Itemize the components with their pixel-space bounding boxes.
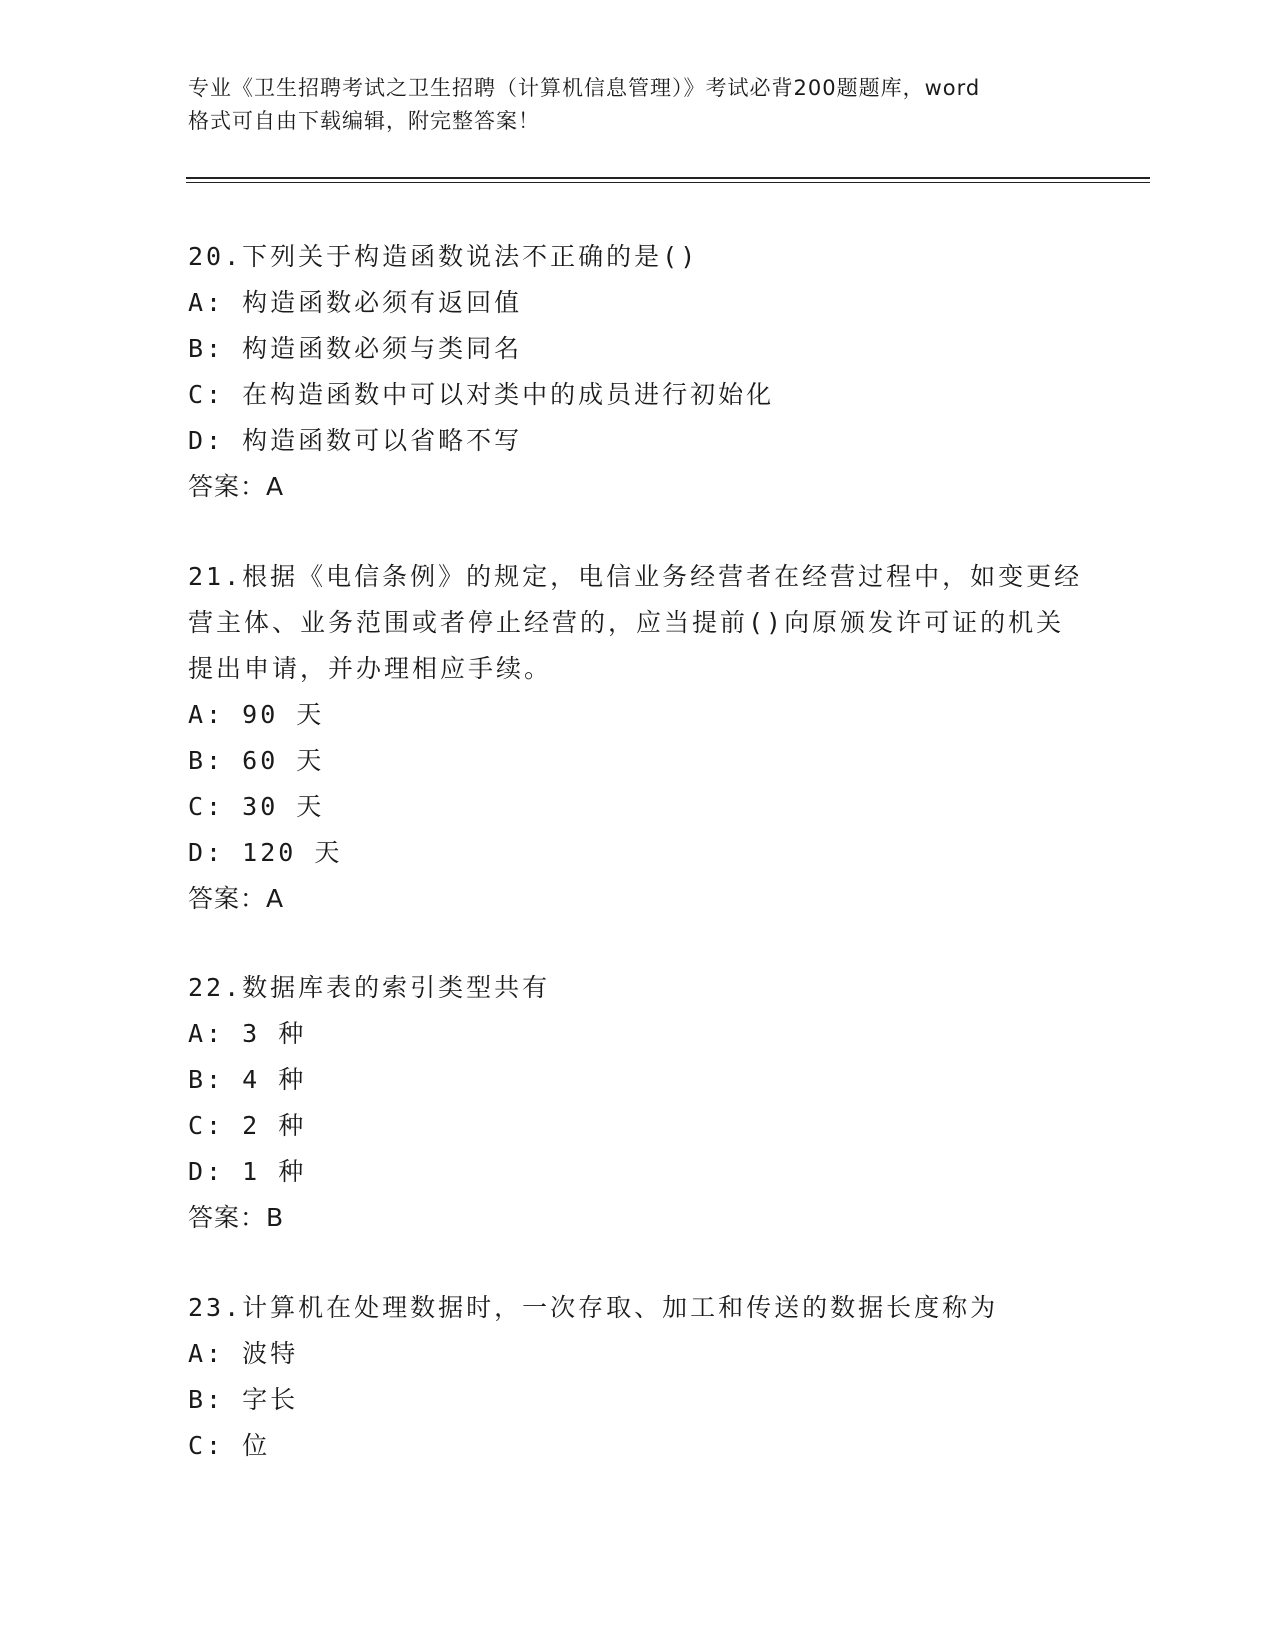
option-b: B: 构造函数必须与类同名 — [188, 334, 523, 363]
question-number: 20. — [188, 242, 243, 271]
question-text: 数据库表的索引类型共有 — [242, 973, 551, 1002]
header-line-1: 专业《卫生招聘考试之卫生招聘（计算机信息管理）》考试必背200题题库，word — [188, 76, 981, 100]
question-number: 23. — [188, 1293, 243, 1322]
question-22 — [188, 965, 1088, 1241]
question-number: 22. — [188, 973, 243, 1002]
question-23 — [188, 1285, 1088, 1469]
document-header — [188, 72, 1088, 138]
option-a: A: 波特 — [188, 1339, 299, 1368]
header-line-2: 格式可自由下载编辑，附完整答案！ — [188, 109, 540, 133]
option-d: D: 构造函数可以省略不写 — [188, 426, 523, 455]
option-d: D: 120 天 — [188, 838, 343, 867]
option-b: B: 4 种 — [188, 1065, 307, 1094]
question-stem — [188, 234, 1088, 280]
option-c: C: 2 种 — [188, 1111, 307, 1140]
option-a: A: 90 天 — [188, 700, 325, 729]
option-a: A: 3 种 — [188, 1019, 307, 1048]
question-text: 计算机在处理数据时，一次存取、加工和传送的数据长度称为 — [242, 1293, 999, 1322]
option-c: C: 在构造函数中可以对类中的成员进行初始化 — [188, 380, 775, 409]
option-b: B: 60 天 — [188, 746, 325, 775]
header-divider-thick — [186, 177, 1150, 179]
option-c: C: 位 — [188, 1431, 271, 1460]
question-stem — [188, 965, 1088, 1011]
header-divider-thin — [186, 182, 1150, 183]
question-number: 21. — [188, 562, 243, 591]
question-20 — [188, 234, 1088, 510]
question-text: 下列关于构造函数说法不正确的是() — [242, 242, 699, 271]
answer-line: 答案：A — [188, 884, 285, 913]
option-d: D: 1 种 — [188, 1157, 307, 1186]
answer-line: 答案：A — [188, 472, 285, 501]
option-a: A: 构造函数必须有返回值 — [188, 288, 523, 317]
option-b: B: 字长 — [188, 1385, 299, 1414]
question-stem — [188, 1285, 1088, 1331]
question-21 — [188, 554, 1088, 922]
question-stem — [188, 554, 1088, 692]
answer-line: 答案：B — [188, 1203, 285, 1232]
option-c: C: 30 天 — [188, 792, 325, 821]
question-text: 根据《电信条例》的规定，电信业务经营者在经营过程中，如变更经营主体、业务范围或者停止经营的，应当提前()向原颁发许可证的机关提出申请，并办理相应手续。 — [188, 562, 1083, 683]
